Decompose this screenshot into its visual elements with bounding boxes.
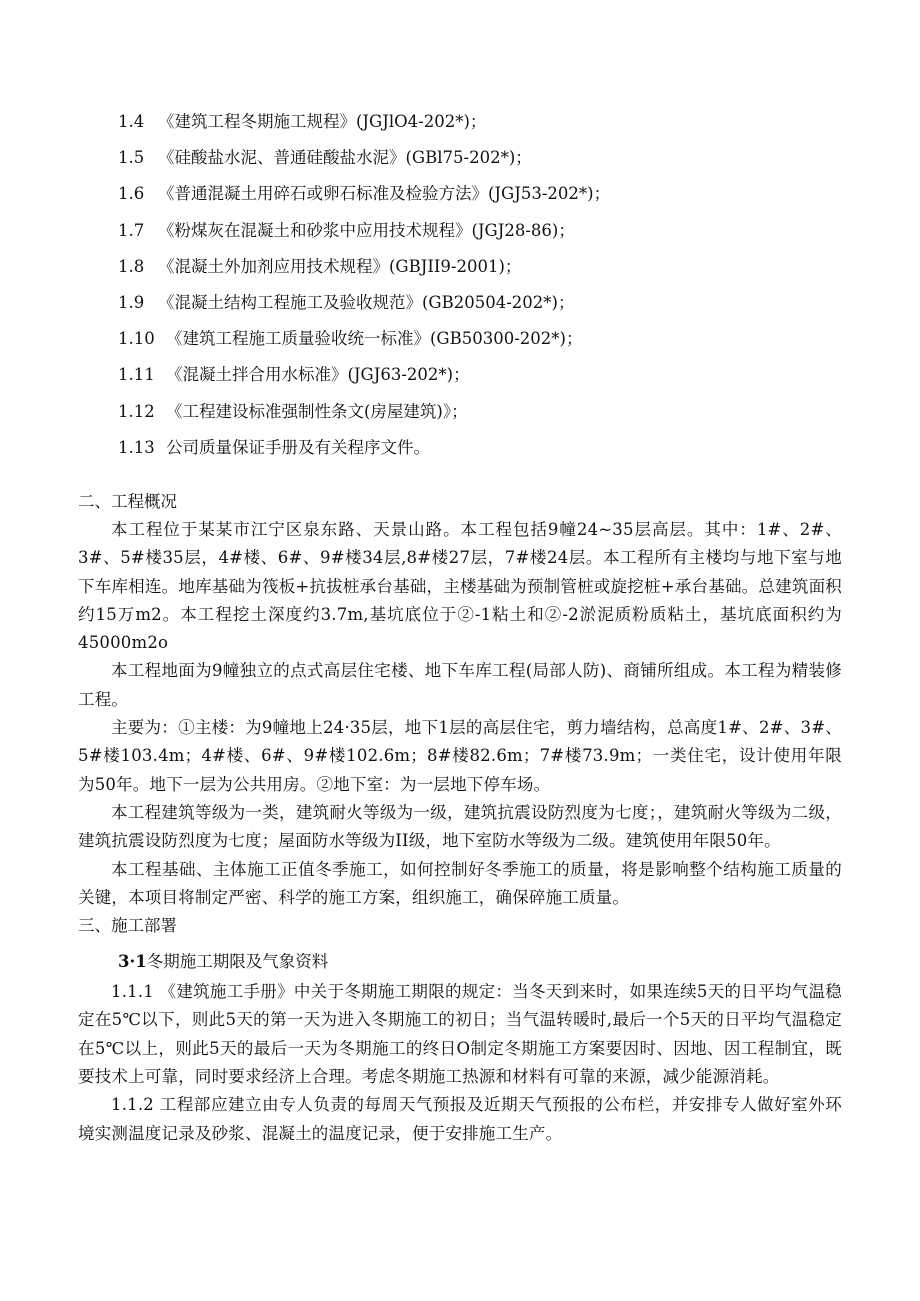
reference-item bbox=[118, 180, 818, 216]
paragraph: 1.1.2 工程部应建立由专人负责的每周天气预报及近期天气预报的公布栏，并安排专人做好室外环境实测温度记录及砂浆、混凝土的温度记录，便于安排施工生产。 bbox=[78, 1095, 842, 1143]
reference-item bbox=[118, 325, 818, 361]
paragraph: 本工程地面为9幢独立的点式高层住宅楼、地下车库工程(局部人防)、商铺所组成。本工程为精装修工程。 bbox=[78, 661, 842, 709]
reference-text: 《混凝土拌合用水标准》(JGJ63-202*)； bbox=[166, 365, 470, 385]
paragraph: 1.1.1 《建筑施工手册》中关于冬期施工期限的规定：当冬天到来时，如果连续5天的日平均气温稳定在5℃以下，则此5天的第一天为进入冬期施工的初日；当气温转暖时,最后一个5天的日平均气温稳定在5℃以上，则此5天的最后一天为冬期施工的终日O制定冬期施工方案要因时、因地、因工程制宜，既要技术上可靠，同时要求经济上合理。考虑冬期施工热源和材料有可靠的来源，减少能源消耗。 bbox=[78, 982, 842, 1087]
reference-number: 1.4 bbox=[118, 112, 145, 131]
reference-number: 1.13 bbox=[118, 437, 155, 457]
reference-number: 1.12 bbox=[118, 401, 155, 421]
reference-number: 1.6 bbox=[118, 184, 145, 204]
document-body bbox=[78, 488, 842, 1148]
reference-text: 《混凝土外加剂应用技术规程》(GBJII9-2001)； bbox=[158, 256, 522, 276]
reference-list bbox=[118, 108, 818, 470]
reference-item bbox=[118, 108, 818, 144]
subsection-heading bbox=[78, 948, 842, 976]
reference-number: 1.11 bbox=[118, 365, 155, 385]
reference-text: 《建筑工程冬期施工规程》(JGJlO4-202*)； bbox=[158, 112, 487, 131]
section-heading: 二、工程概况 bbox=[78, 492, 177, 511]
reference-number: 1.10 bbox=[118, 329, 155, 349]
reference-text: 《建筑工程施工质量验收统一标准》(GB50300-202*)； bbox=[166, 329, 583, 349]
reference-text: 《普通混凝土用碎石或卵石标准及检验方法》(JGJ53-202*)； bbox=[158, 184, 611, 204]
paragraph: 本工程基础、主体施工正值冬季施工，如何控制好冬季施工的质量，将是影响整个结构施工质量的关键，本项目将制定严密、科学的施工方案，组织施工，确保碎施工质量。 bbox=[78, 859, 842, 907]
reference-item bbox=[118, 217, 818, 253]
subsection-number: 3·1 bbox=[118, 952, 147, 972]
paragraph: 本工程位于某某市江宁区泉东路、天景山路。本工程包括9幢24~35层高层。其中：1#、2#、3#、5#楼35层，4#楼、6#、9#楼34层,8#楼27层，7#楼24层。本工程所有主楼均与地下室与地下车库相连。地库基础为筏板+抗拔桩承台基础，主楼基础为预制管桩或旋挖桩+承台基础。总建筑面积约15万m2。本工程挖土深度约3.7m,基坑底位于②-1粘土和②-2淤泥质粉质粘土，基坑底面积约为45000m2o bbox=[78, 520, 842, 653]
reference-item bbox=[118, 289, 818, 325]
reference-item bbox=[118, 434, 818, 470]
reference-number: 1.8 bbox=[118, 256, 145, 276]
reference-text: 《工程建设标准强制性条文(房屋建筑)》； bbox=[166, 401, 468, 421]
reference-number: 1.7 bbox=[118, 220, 145, 240]
reference-text: 《硅酸盐水泥、普通硅酸盐水泥》(GBl75-202*)； bbox=[158, 148, 532, 168]
reference-item bbox=[118, 361, 818, 397]
reference-text: 公司质量保证手册及有关程序文件。 bbox=[166, 437, 430, 457]
reference-text: 《混凝土结构工程施工及验收规范》(GB20504-202*)； bbox=[158, 292, 575, 312]
reference-number: 1.5 bbox=[118, 148, 145, 168]
subsection-title: 冬期施工期限及气象资料 bbox=[146, 952, 329, 972]
paragraph: 本工程建筑等级为一类，建筑耐火等级为一级，建筑抗震设防烈度为七度；，建筑耐火等级为二级，建筑抗震设防烈度为七度；屋面防水等级为II级，地下室防水等级为二级。建筑使用年限50年。 bbox=[78, 802, 842, 851]
reference-item bbox=[118, 398, 818, 434]
paragraph: 主要为：①主楼：为9幢地上24·35层，地下1层的高层住宅，剪力墙结构，总高度1#、2#、3#、5#楼103.4m；4#楼、6#、9#楼102.6m；8#楼82.6m；7#楼73.9m；一类住宅，设计使用年限为50年。地下一层为公共用房。②地下室：为一层地下停车场。 bbox=[78, 718, 842, 794]
reference-text: 《粉煤灰在混凝土和砂浆中应用技术规程》(JGJ28-86)； bbox=[158, 220, 575, 240]
section-heading: 三、施工部署 bbox=[78, 916, 177, 936]
reference-item bbox=[118, 144, 818, 180]
reference-number: 1.9 bbox=[118, 292, 145, 312]
reference-item bbox=[118, 253, 818, 289]
